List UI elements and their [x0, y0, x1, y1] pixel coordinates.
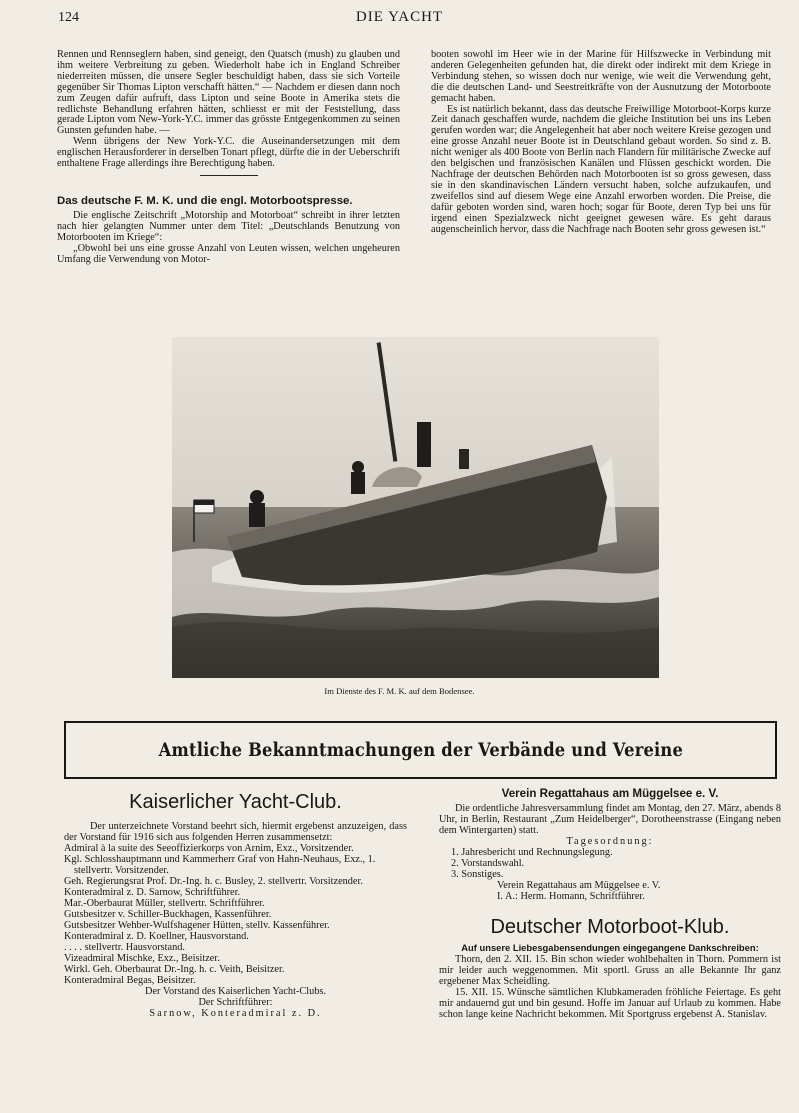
right-paragraph-1: booten sowohl im Heer wie in der Marine für Hilfszwecke in Verbindung mit anderen Gelegenheiten gefunden hat, die direkt oder indirekt mit dem Kriege in Verbindung stehen, so wissen doch nur wenige, wie weit die Verwendung geht, die die deutschen Land- und Seestreitkräfte von der Ausnutzung der Motorboote gemacht haben.: [431, 49, 771, 104]
kyc-signature-board: Der Vorstand des Kaiserlichen Yacht-Clubs.: [145, 986, 326, 997]
kyc-signature-role: Der Schriftführer:: [198, 997, 273, 1008]
left-section-paragraph-1: Die englische Zeitschrift „Motorship and Motorboat“ schreibt in ihrer letzten nach hier gelangten Nummer unter dem Titel: „Deutschlands Benutzung von Motorbooten im Kriege“:: [57, 209, 400, 243]
regatta-title: Verein Regattahaus am Müggelsee e. V.: [501, 787, 719, 800]
kyc-signature-name: Sarnow, Konteradmiral z. D.: [149, 1008, 322, 1019]
dmk-subtitle: Auf unsere Liebesgabensendungen eingegangene Dankschreiben:: [461, 942, 759, 953]
agenda-item: 1. Jahresbericht und Rechnungslegung.: [451, 847, 613, 858]
kyc-entry: Konteradmiral z. D. Sarnow, Schriftführer.: [64, 887, 241, 898]
kyc-entry: Gutsbesitzer v. Schiller-Buckhagen, Kassenführer.: [64, 909, 272, 920]
regatta-text: Die ordentliche Jahresversammlung findet am Montag, den 27. März, abends 8 Uhr, in Berlin, Restaurant „Zum Heidelberger“, Dorotheenstrasse (Eingang neben dem Wintergarten) statt.: [439, 803, 781, 836]
left-column: [57, 50, 400, 266]
regatta-signature-club: Verein Regattahaus am Müggelsee e. V.: [497, 880, 661, 891]
kyc-entry: Vizeadmiral Mischke, Exz., Beisitzer.: [64, 953, 220, 964]
section-heading: Das deutsche F. M. K. und die engl. Motorbootspresse.: [57, 194, 353, 207]
banner-title: Amtliche Bekanntmachungen der Verbände und Vereine: [158, 739, 683, 761]
dmk-title: Deutscher Motorboot-Klub.: [490, 916, 730, 938]
left-paragraph-2: Wenn übrigens der New York-Y.C. die Auseinandersetzungen mit dem englischen Herausforderer in derselben Tonart pflegt, dürfte die in der Ueberschrift enthaltene Frage allerdings ihre Berechtigung haben.: [57, 136, 400, 170]
kyc-entry: Mar.-Oberbaurat Müller, stellvertr. Schriftführer.: [64, 898, 265, 909]
right-notices: [439, 786, 781, 1020]
kyc-entry: . . . . stellvertr. Hausvorstand.: [64, 942, 185, 953]
agenda-title: Tagesordnung:: [566, 836, 654, 847]
kyc-entry: Gutsbesitzer Wehber-Wulfshagener Hütten, stellv. Kassenführer.: [64, 920, 330, 931]
agenda-item: 3. Sonstiges.: [451, 869, 504, 880]
kyc-entry: Geh. Regierungsrat Prof. Dr.-Ing. h. c. Busley, 2. stellvertr. Vorsitzender.: [64, 876, 363, 887]
left-section-paragraph-2: „Obwohl bei uns eine grosse Anzahl von Leuten wissen, welchen ungeheuren Umfang die Verwendung von Motor-: [57, 242, 400, 265]
kyc-entry: Konteradmiral z. D. Koellner, Hausvorstand.: [64, 931, 249, 942]
right-paragraph-2: Es ist natürlich bekannt, dass das deutsche Freiwillige Motorboot-Korps kurze Zeit danach geschaffen wurde, nachdem die gleiche Institution bei uns ins Leben gerufen worden war; die Angelegenheit hat aber noch weitere Kreise gezogen und eine grosse Anzahl neuer Boote ist in Deutschland gebaut worden. So sind z. B. nicht weniger als 400 Boote von Berlin nach Flandern für militärische Zwecke auf den belgischen und französischen Kanälen und Flüssen geschickt worden. Die Nachfrage der deutschen Behörden nach Motorbooten ist so gross gewesen, dass sie in den skandinavischen Ländern versucht haben, solche aufzukaufen, und zweifellos sind auf diesem Wege eine Anzahl erworben worden. Die Preise, die dafür geboten worden sind, waren hoch; sogar für Boote, deren Typ bei uns für irgend einen Spezialzweck nicht geeignet gewesen wäre. Es geht daraus augenscheinlich hervor, dass die Nachfrage nach Booten sehr gross gewesen ist.“: [431, 103, 771, 235]
kyc-entry: Wirkl. Geh. Oberbaurat Dr.-Ing. h. c. Veith, Beisitzer.: [64, 964, 285, 975]
motorboat-photo: [172, 337, 659, 678]
left-paragraph-1: Rennen und Rennseglern haben, sind geneigt, den Quatsch (mush) zu glauben und ihm weitere Verbreitung zu geben. Wiederholt habe ich in England Schreiber niederreiten müssen, die unsere Segler beschuldigt haben, dass sie sich Vorteile gegenüber Sir Thomas Lipton verschafft hätten.“ — Nachdem er diesen dann noch zum Zeugen dafür aufruft, dass Lipton und seine Boote in Amerika stets die redlichste Behandlung erfahren hätten, schliesst er mit der Feststellung, dass gerade Lipton vom New-York-Y.C. immer das grösste Entgegenkommen zu seinen Gunsten gefunden habe. —: [57, 49, 400, 137]
kyc-title: Kaiserlicher Yacht-Club.: [129, 791, 342, 813]
photo-caption: Im Dienste des F. M. K. auf dem Bodensee.: [324, 686, 475, 696]
regatta-signature-name: I. A.: Herm. Homann, Schriftführer.: [497, 891, 645, 902]
right-column: [431, 50, 771, 235]
agenda-item: 2. Vorstandswahl.: [451, 858, 525, 869]
dmk-letter: 15. XII. 15. Wünsche sämtlichen Klubkameraden fröhliche Feiertage. Es geht mir andauernd gut und bin gesund. Hoffe im Januar auf Urlaub zu kommen. Habe schon lange keine Nachricht bekommen. Mit Sportgruss ergebenst A. Stanislav.: [439, 987, 781, 1020]
section-divider: [200, 175, 258, 176]
kyc-notice: [64, 790, 407, 1019]
kyc-entry: Konteradmiral Begas, Beisitzer.: [64, 975, 196, 986]
kyc-intro: Der unterzeichnete Vorstand beehrt sich, hiermit ergebenst anzuzeigen, dass der Vorstand für 1916 sich aus folgenden Herren zusammensetzt:: [64, 821, 407, 843]
kyc-entry: Admiral à la suite des Seeoffizierkorps von Arnim, Exz., Vorsitzender.: [64, 843, 354, 854]
announcements-banner: [64, 721, 777, 779]
kyc-entry: Kgl. Schlosshauptmann und Kammerherr Graf von Hahn-Neuhaus, Exz., 1. stellvertr. Vorsitzender.: [64, 854, 376, 876]
running-title: DIE YACHT: [355, 9, 444, 25]
dmk-letter: Thorn, den 2. XII. 15. Bin schon wieder wohlbehalten in Thorn. Pommern ist mir leider auch weggenommen. Mit sportl. Gruss an alle Bekannte Ihr ganz ergebener Max Scheidling.: [439, 954, 781, 987]
page-number: 124: [58, 10, 79, 25]
